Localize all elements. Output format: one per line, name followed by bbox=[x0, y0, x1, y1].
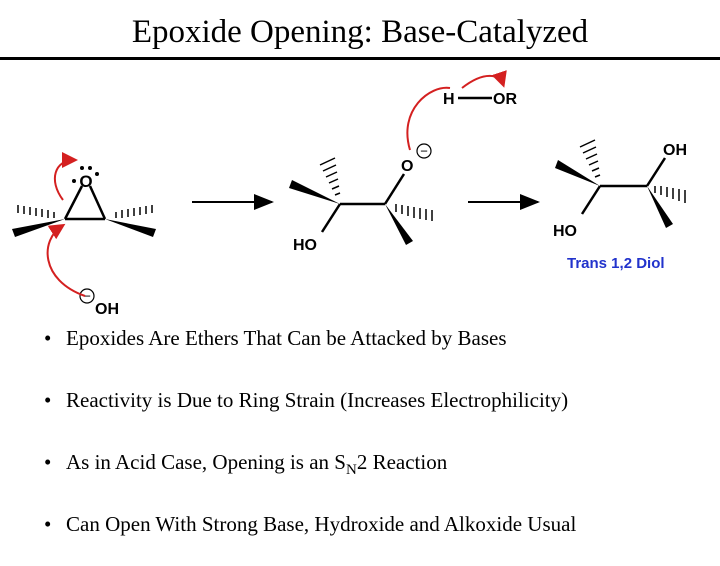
alkoxide-oxygen-label: O bbox=[401, 158, 414, 175]
bullet-item bbox=[44, 442, 714, 504]
bullet-item bbox=[44, 318, 714, 380]
bullet-text: Can Open With Strong Base, Hydroxide and Alkoxide Usual bbox=[66, 512, 577, 536]
bullet-text-prefix: As in Acid Case, Opening is an S bbox=[66, 450, 346, 474]
epoxide-oxygen-label: O bbox=[79, 172, 93, 191]
epoxide-molecule bbox=[12, 166, 156, 237]
wedge-bond bbox=[647, 186, 673, 228]
lone-pair-dot bbox=[88, 166, 92, 170]
bullet-text-suffix: 2 Reaction bbox=[356, 450, 448, 474]
bullet-item bbox=[44, 380, 714, 442]
bullet-icon: • bbox=[44, 450, 52, 474]
bullet-icon: • bbox=[44, 512, 52, 536]
nucleophile-attack-arrow bbox=[48, 226, 85, 296]
wedge-bond bbox=[385, 204, 413, 245]
proton-donor bbox=[443, 91, 517, 108]
reaction-scheme bbox=[0, 60, 720, 318]
c-oh-bond bbox=[647, 158, 665, 186]
lone-pair-dot bbox=[95, 172, 99, 176]
bullet-list bbox=[44, 318, 714, 566]
bullet-icon: • bbox=[44, 326, 52, 350]
c-o-bond bbox=[385, 174, 404, 204]
bullet-text: Epoxides Are Ethers That Can be Attacked by Bases bbox=[66, 326, 507, 350]
charge-symbol: − bbox=[420, 143, 428, 159]
hashed-bond bbox=[116, 205, 152, 218]
charge-symbol: − bbox=[83, 288, 91, 304]
bullet-text: Reactivity is Due to Ring Strain (Increases Electrophilicity) bbox=[66, 388, 569, 412]
bullet-item bbox=[44, 504, 714, 566]
bullet-subscript: N bbox=[345, 462, 357, 478]
hydroxide-nucleophile bbox=[80, 289, 119, 319]
or-label: OR bbox=[493, 91, 517, 108]
hashed-bond bbox=[655, 186, 685, 203]
hashed-bond bbox=[320, 158, 340, 195]
bullet-icon: • bbox=[44, 388, 52, 412]
lone-pair-dot bbox=[80, 166, 84, 170]
hashed-bond bbox=[580, 140, 600, 177]
intermediate-oh-label: HO bbox=[293, 237, 317, 254]
product-oh-bottom-label: HO bbox=[553, 223, 577, 240]
c-oh-bond bbox=[582, 186, 600, 214]
slide-title: Epoxide Opening: Base-Catalyzed bbox=[131, 14, 589, 50]
bond-break-arrow bbox=[55, 160, 74, 200]
wedge-bond bbox=[105, 219, 156, 237]
lone-pair-dot bbox=[72, 179, 76, 183]
product-name-label: Trans 1,2 Diol bbox=[567, 255, 665, 272]
hashed-bond bbox=[396, 204, 432, 221]
proton-transfer-arrow-b bbox=[462, 76, 503, 88]
wedge-bond bbox=[12, 219, 65, 237]
hydrogen-label: H bbox=[443, 91, 455, 108]
trans-diol-product bbox=[553, 140, 687, 272]
alkoxide-intermediate bbox=[289, 144, 432, 255]
c-oh-bond bbox=[322, 204, 340, 232]
product-oh-top-label: OH bbox=[663, 142, 687, 159]
hydroxide-label: OH bbox=[95, 301, 119, 318]
hashed-bond bbox=[18, 205, 54, 218]
wedge-bond bbox=[289, 180, 340, 204]
